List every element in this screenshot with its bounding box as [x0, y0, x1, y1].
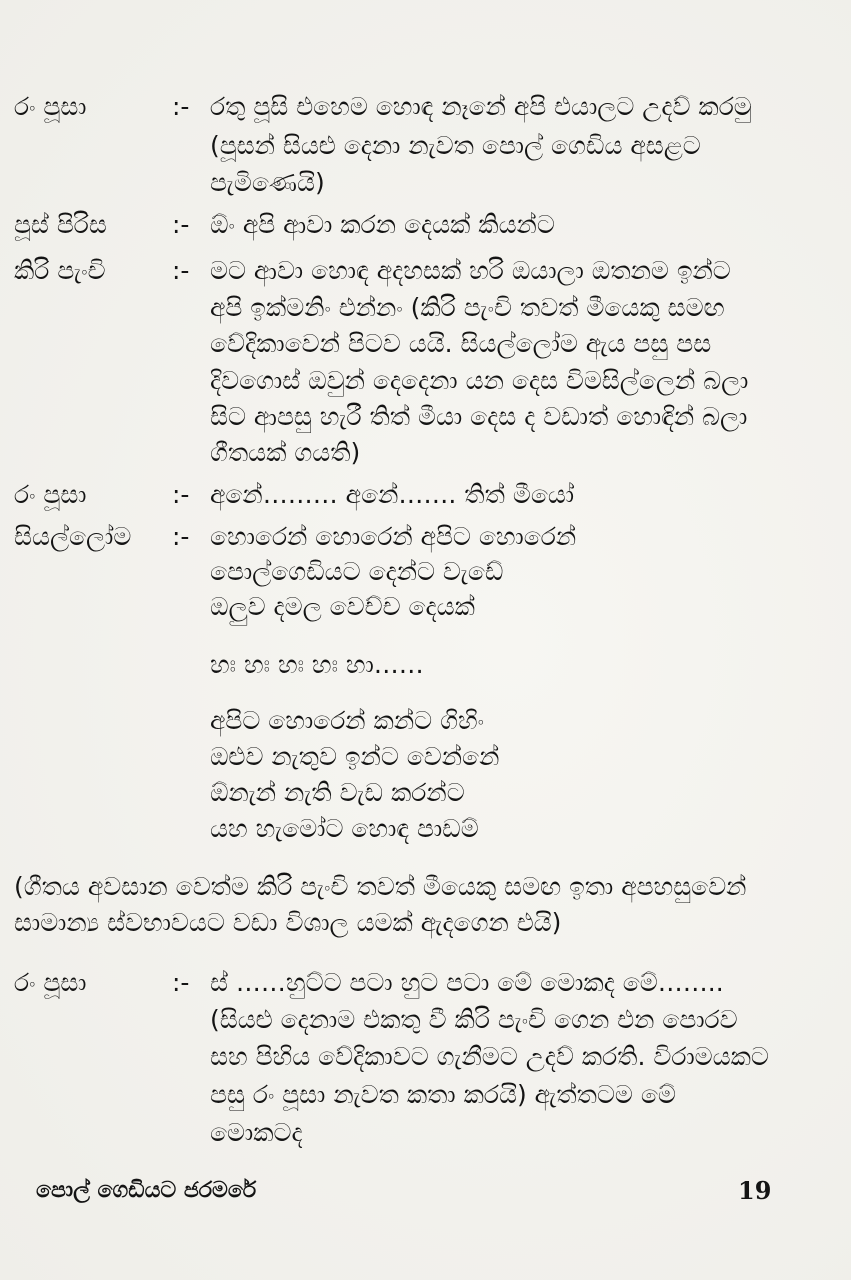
- song-line: ඔළුව නැතුව ඉන්ට වෙන්නේ: [210, 742, 500, 771]
- dialogue-line: අනේ……… අනේ……. තිත් මීයෝ: [210, 480, 575, 509]
- dialogue-line: පසු රං පූසා නැවත කතා කරයි) ඇත්තටම මේ: [210, 1080, 676, 1109]
- speaker-separator: :-: [172, 968, 190, 997]
- dialogue-line: පැමිණෙයි): [210, 168, 325, 197]
- stage-direction-line: (ගීතය අවසාන වෙත්ම කිරි පැංචි තවත් මීයෙකු සමඟ ඉතා අපහසුවෙන්: [14, 872, 747, 901]
- dialogue-line: සහ පිහිය වේදිකාවට ගැනීමට උදව් කරති. විරාමයකට: [210, 1042, 769, 1071]
- song-line: හොරෙන් හොරෙන් අපිට හොරෙන්: [210, 522, 577, 551]
- speaker-label: රං පූසා: [14, 480, 87, 509]
- speaker-separator: :-: [172, 210, 190, 239]
- dialogue-line: වේදිකාවෙන් පිටව යයි. සියල්ලෝම ඇය පසු පස: [210, 329, 712, 358]
- stage-direction-line: සාමාන්‍ය ස්වභාවයට වඩා විශාල යමක් ඇදගෙන එයි): [14, 908, 562, 937]
- song-line: යහ හැමෝට හොඳ පාඩම්: [210, 814, 479, 843]
- speaker-label: කිරි පැංචි: [14, 256, 106, 285]
- dialogue-line: ඕං අපි ආවා කරන දෙයක් කියන්ට: [210, 210, 555, 239]
- speaker-label: රං පූසා: [14, 968, 87, 997]
- song-line: අපිට හොරෙන් කන්ට ගිහිං: [210, 706, 484, 735]
- dialogue-line: රතු පූසි එහෙම හොඳ නෑනේ අපි එයාලට උදව් කරමු: [210, 92, 752, 121]
- speaker-label: රං පූසා: [14, 92, 87, 121]
- song-line: ඔලුව දමල වෙච්ච දෙයක්: [210, 592, 475, 621]
- dialogue-line: (සියළු දෙනාම එකතු වී කිරි පැංචි ගෙන එන පොරව: [210, 1005, 738, 1034]
- speaker-separator: :-: [172, 92, 190, 121]
- speaker-separator: :-: [172, 522, 190, 551]
- dialogue-line: දිවගොස් ඔවුන් දෙදෙනා යන දෙස විමසිල්ලෙන් බලා: [210, 366, 749, 395]
- song-line: හඃ හඃ හඃ හඃ හා……: [210, 650, 424, 679]
- page-number: 19: [738, 1176, 772, 1205]
- speaker-separator: :-: [172, 256, 190, 285]
- dialogue-line: මට ආවා හොඳ අදහසක් හරි ඔයාලා ඔතනම ඉන්ට: [210, 256, 731, 285]
- speaker-label: පූස් පිරිස: [14, 210, 107, 239]
- dialogue-line: සිට ආපසු හැරී තිත් මීයා දෙස ද වඩාත් හොඳින් බලා: [210, 402, 748, 431]
- dialogue-line: ස් ……හුට්ට පටා හුට පටා මේ මොකද මේ……..: [210, 968, 724, 997]
- dialogue-line: ගීතයක් ගයති): [210, 438, 361, 467]
- song-line: පොල්ගෙඩියට දෙන්ට වැඩේ: [210, 557, 504, 586]
- dialogue-line: (පූසන් සියළු දෙනා නැවත පොල් ගෙඩිය අසළට: [210, 131, 701, 160]
- dialogue-line: අපි ඉක්මනිං එන්නං (කිරි පැංචි තවත් මීයෙකු සමඟ: [210, 293, 725, 322]
- song-line: ඕනැන් නැති වැඩ කරන්ට: [210, 778, 465, 807]
- speaker-separator: :-: [172, 480, 190, 509]
- footer-title: පොල් ගෙඩියට ජරමරේ: [36, 1178, 257, 1203]
- dialogue-line: මොකටද: [210, 1118, 303, 1147]
- speaker-label: සියල්ලෝම: [14, 522, 132, 551]
